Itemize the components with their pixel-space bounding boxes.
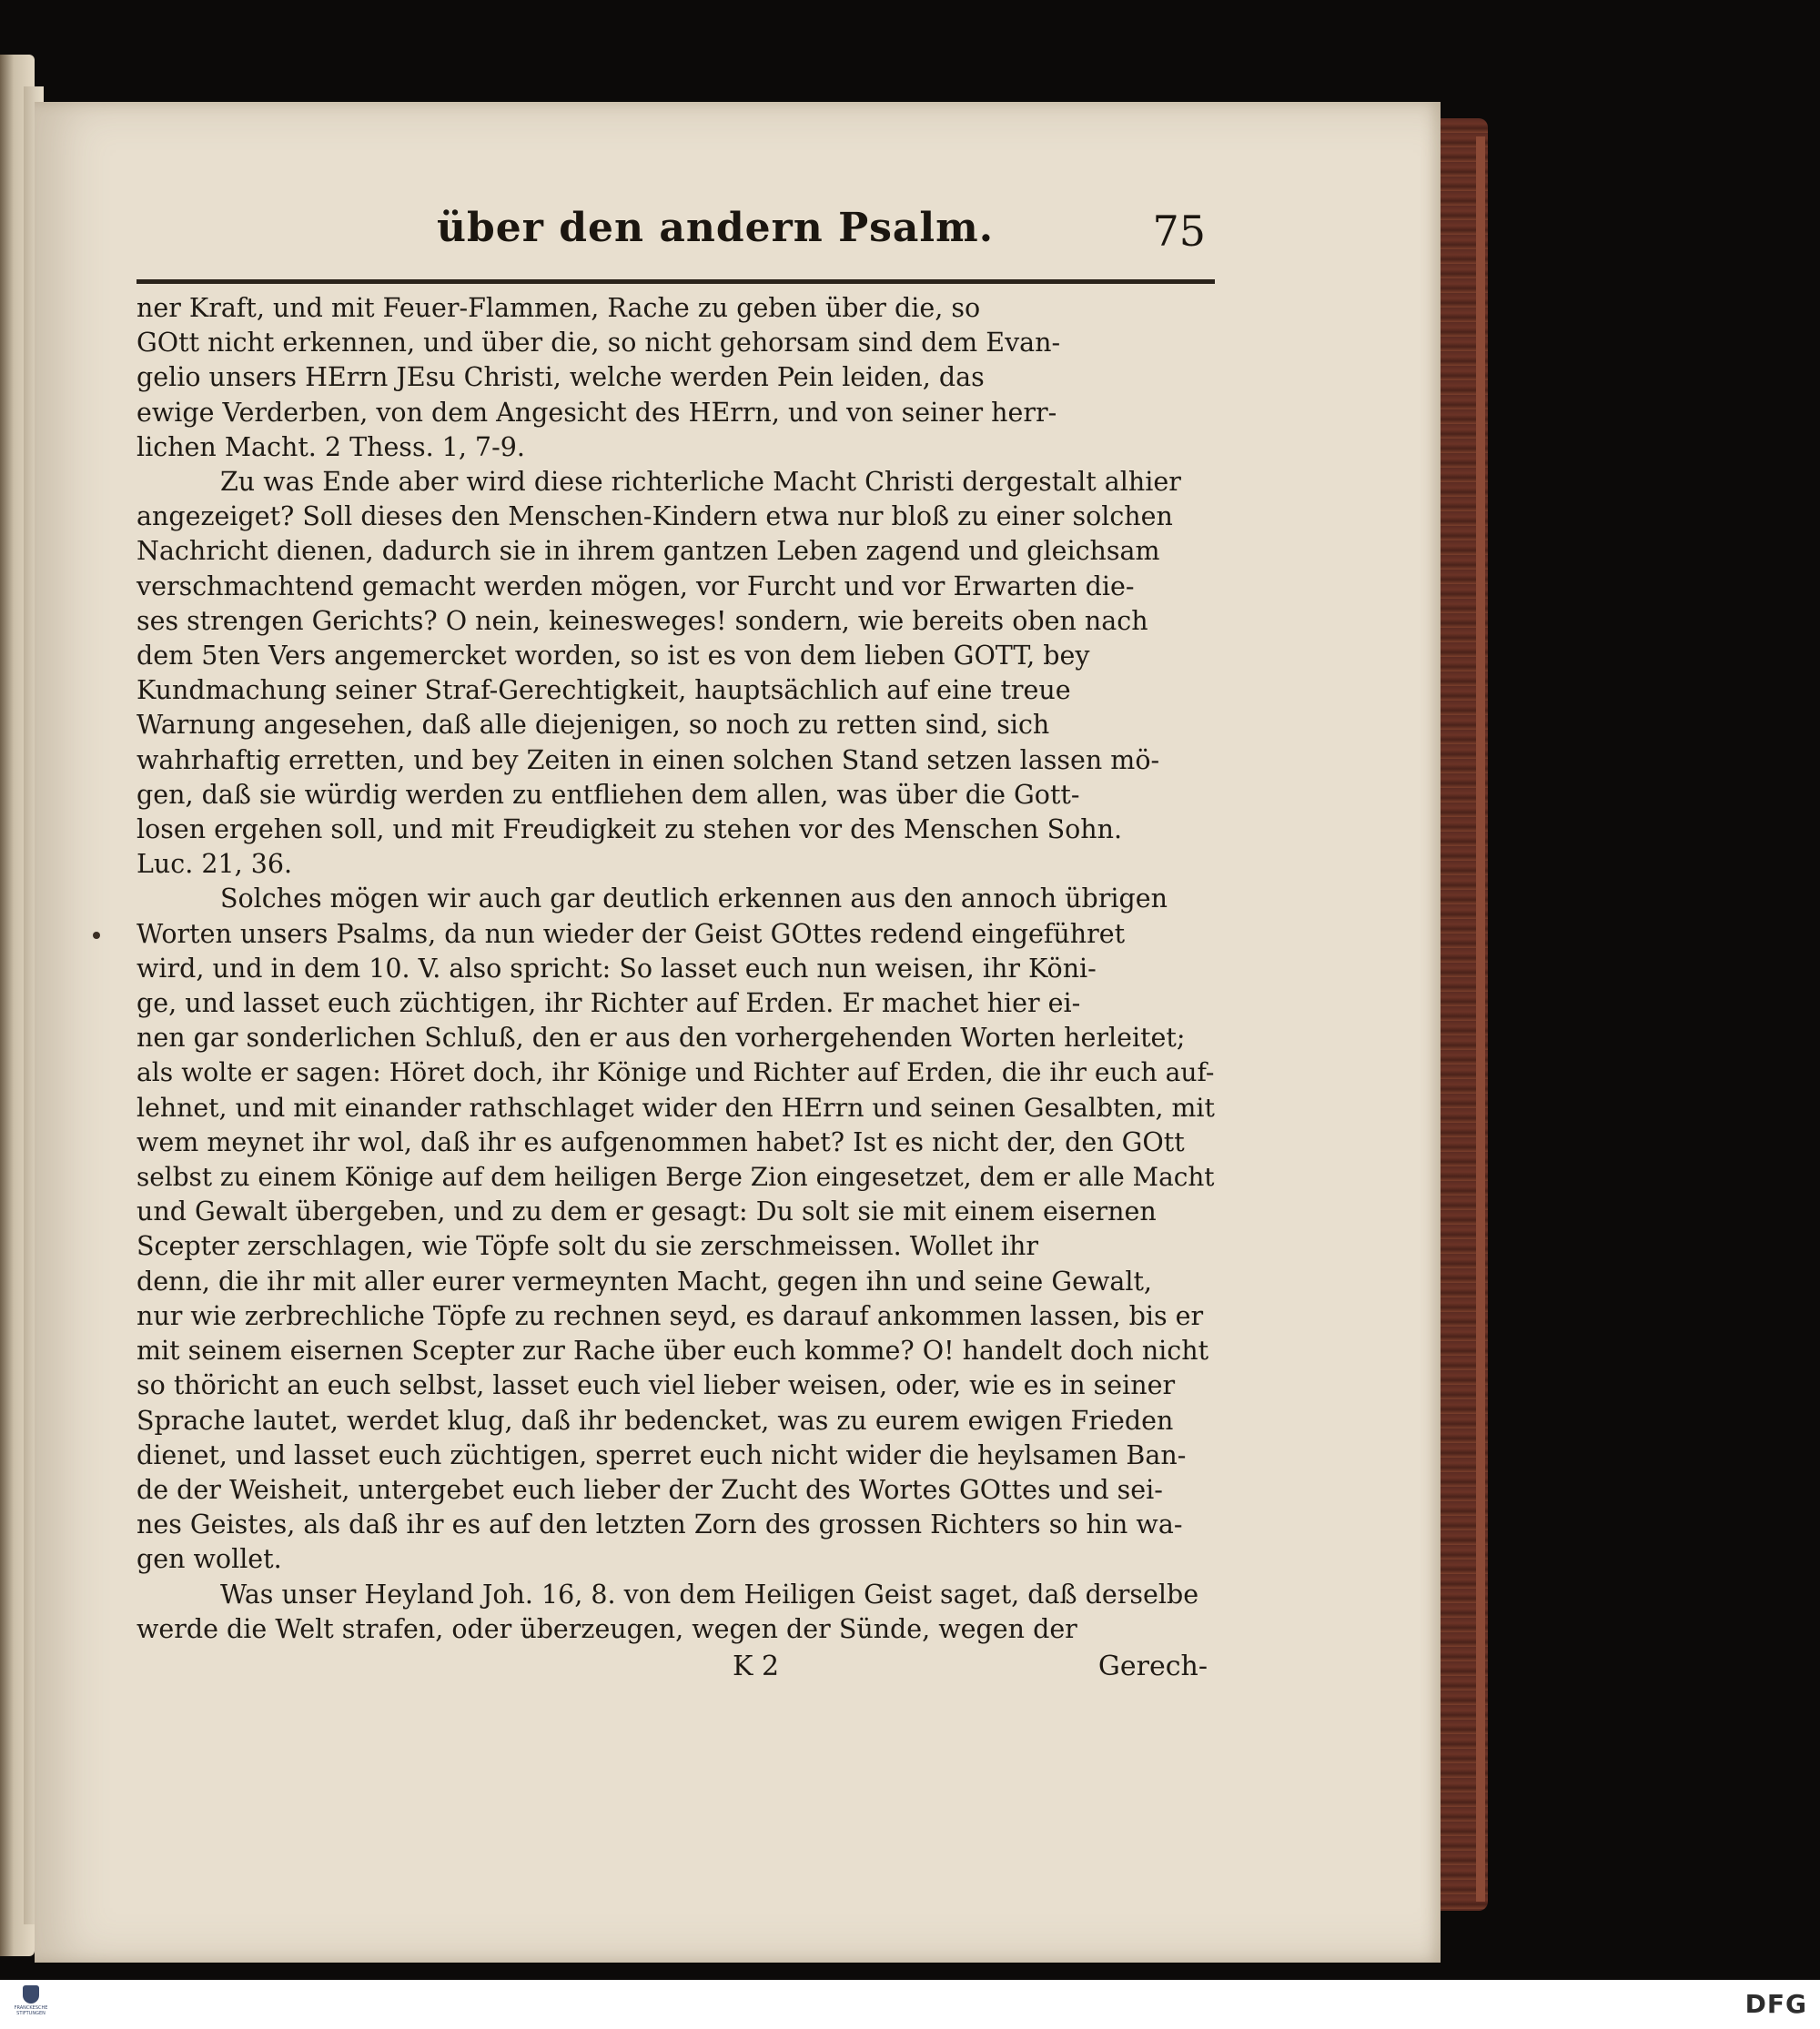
text-line: nen gar sonderlichen Schluß, den er aus den vorhergehenden Worten herleitet;	[136, 1023, 1186, 1054]
dfg-logo[interactable]: DFG	[1744, 1989, 1807, 2019]
franckesche-stiftungen-logo[interactable]	[11, 1985, 51, 2024]
text-line: und Gewalt übergeben, und zu dem er gesagt: Du solt sie mit einem eisernen	[136, 1196, 1157, 1227]
text-line: ner Kraft, und mit Feuer-Flammen, Rache zu geben über die, so	[136, 293, 981, 323]
margin-dot	[93, 932, 100, 939]
text-line: Worten unsers Psalms, da nun wieder der Geist GOttes redend eingeführet	[136, 918, 1126, 949]
text-line: wird, und in dem 10. V. also spricht: So lasset euch nun weisen, ihr Köni-	[136, 953, 1097, 984]
running-title: über den andern Psalm.	[437, 205, 995, 251]
text-line: nes Geistes, als daß ihr es auf den letzten Zorn des grossen Richters so hin wa-	[136, 1509, 1183, 1540]
text-line: so thöricht an euch selbst, lasset euch viel lieber weisen, oder, wie es in seiner	[136, 1370, 1176, 1401]
text-line: lichen Macht. 2 Thess. 1, 7-9.	[136, 431, 525, 462]
text-line: Sprache lautet, werdet klug, daß ihr bedencket, was zu eurem ewigen Frieden	[136, 1405, 1174, 1436]
text-line: selbst zu einem Könige auf dem heiligen Berge Zion eingesetzet, dem er alle Macht	[136, 1162, 1215, 1193]
text-line: Kundmachung seiner Straf-Gerechtigkeit, hauptsächlich auf eine treue	[136, 675, 1071, 706]
text-line: Zu was Ende aber wird diese richterliche Macht Christi dergestalt alhier	[220, 467, 1181, 498]
text-line: lehnet, und mit einander rathschlaget wider den HErrn und seinen Gesalbten, mit	[136, 1092, 1215, 1123]
text-line: gen, daß sie würdig werden zu entfliehen dem allen, was über die Gott-	[136, 779, 1080, 810]
text-line: Was unser Heyland Joh. 16, 8. von dem Heiligen Geist saget, daß derselbe	[220, 1579, 1199, 1610]
text-line: wem meynet ihr wol, daß ihr es aufgenommen habet? Ist es nicht der, den GOtt	[136, 1126, 1185, 1157]
text-line: Warnung angesehen, daß alle diejenigen, so noch zu retten sind, sich	[136, 710, 1050, 741]
text-line: ewige Verderben, von dem Angesicht des HErrn, und von seiner herr-	[136, 397, 1057, 428]
text-line: als wolte er sagen: Höret doch, ihr Könige und Richter auf Erden, die ihr euch auf-	[136, 1057, 1215, 1088]
page-number: 75	[1152, 207, 1206, 256]
crest-icon	[23, 1985, 39, 2004]
text-line: werde die Welt strafen, oder überzeugen, wegen der Sünde, wegen der	[136, 1613, 1077, 1644]
running-head	[136, 205, 1215, 268]
text-line: dienet, und lasset euch züchtigen, sperret euch nicht wider die heylsamen Ban-	[136, 1439, 1187, 1470]
signature-mark: K 2	[733, 1650, 780, 1682]
text-line: verschmachtend gemacht werden mögen, vor Furcht und vor Erwarten die-	[136, 570, 1135, 601]
header-rule	[136, 279, 1215, 284]
logo-caption: FRANCKESCHE STIFTUNGEN	[14, 2005, 48, 2016]
text-line: de der Weisheit, untergebet euch lieber der Zucht des Wortes GOttes und sei-	[136, 1474, 1163, 1505]
text-line: gen wollet.	[136, 1544, 282, 1575]
text-line: GOtt nicht erkennen, und über die, so nicht gehorsam sind dem Evan-	[136, 328, 1061, 358]
text-line: ge, und lasset euch züchtigen, ihr Richter auf Erden. Er machet hier ei-	[136, 988, 1081, 1019]
text-line: denn, die ihr mit aller eurer vermeynten Macht, gegen ihn und seine Gewalt,	[136, 1266, 1152, 1297]
text-block	[136, 205, 1215, 1696]
text-line: Luc. 21, 36.	[136, 849, 293, 880]
text-line: gelio unsers HErrn JEsu Christi, welche werden Pein leiden, das	[136, 362, 985, 393]
text-line: ses strengen Gerichts? O nein, keinesweges! sondern, wie bereits oben nach	[136, 605, 1148, 636]
text-line: wahrhaftig erretten, und bey Zeiten in einen solchen Stand setzen lassen mö-	[136, 744, 1160, 775]
text-line: mit seinem eisernen Scepter zur Rache über euch komme? O! handelt doch nicht	[136, 1336, 1209, 1367]
text-line: Solches mögen wir auch gar deutlich erkennen aus den annoch übrigen	[220, 883, 1168, 914]
catchword: Gerech-	[1097, 1650, 1208, 1682]
text-line: Nachricht dienen, dadurch sie in ihrem gantzen Leben zagend und gleichsam	[136, 536, 1160, 567]
text-line: angezeiget? Soll dieses den Menschen-Kindern etwa nur bloß zu einer solchen	[136, 501, 1173, 532]
viewer-bottom-bar	[0, 1980, 1820, 2029]
text-line: dem 5ten Vers angemercket worden, so ist es von dem lieben GOTT, bey	[136, 641, 1090, 671]
text-line: Scepter zerschlagen, wie Töpfe solt du sie zerschmeissen. Wollet ihr	[136, 1231, 1038, 1262]
text-line: nur wie zerbrechliche Töpfe zu rechnen seyd, es darauf ankommen lassen, bis er	[136, 1300, 1204, 1331]
text-line: losen ergehen soll, und mit Freudigkeit zu stehen vor des Menschen Sohn.	[136, 814, 1123, 845]
body-text	[136, 291, 1215, 1647]
book-cover-highlight	[1476, 136, 1485, 1902]
page-footer	[136, 1650, 1215, 1696]
